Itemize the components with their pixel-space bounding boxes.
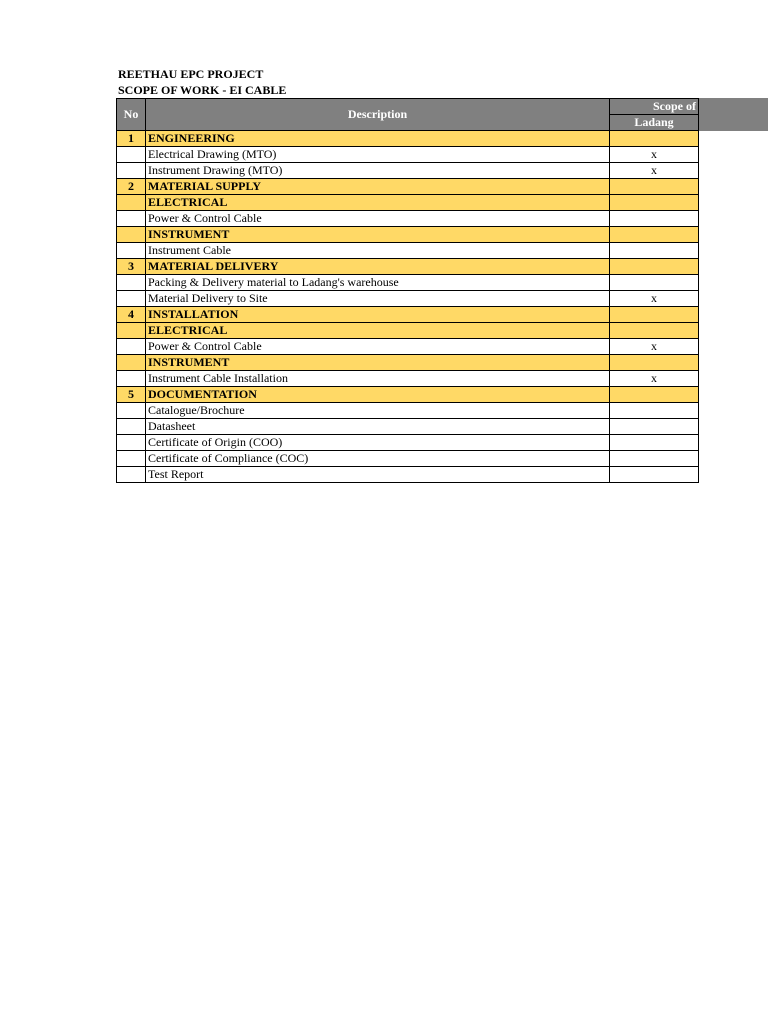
column-header-description: Description: [146, 99, 610, 131]
row-number: [117, 163, 146, 179]
row-description: Power & Control Cable: [146, 211, 610, 227]
row-number: 3: [117, 259, 146, 275]
row-number: [117, 403, 146, 419]
table-row: [117, 291, 699, 307]
ladang-scope-mark: [610, 355, 699, 371]
section-title: MATERIAL SUPPLY: [146, 179, 610, 195]
scope-title: SCOPE OF WORK - EI CABLE: [118, 83, 287, 97]
table-row: [117, 147, 699, 163]
table-row: [117, 403, 699, 419]
table-row: [117, 371, 699, 387]
section-title: INSTRUMENT: [146, 227, 610, 243]
row-number: [117, 371, 146, 387]
section-row: [117, 259, 699, 275]
row-number: [117, 339, 146, 355]
row-number: [117, 147, 146, 163]
section-row: [117, 195, 699, 211]
row-number: [117, 435, 146, 451]
row-description: Certificate of Origin (COO): [146, 435, 610, 451]
table-row: [117, 435, 699, 451]
project-title: REETHAU EPC PROJECT: [118, 67, 264, 81]
section-title: INSTRUMENT: [146, 355, 610, 371]
ladang-scope-mark: [610, 227, 699, 243]
row-number: 2: [117, 179, 146, 195]
table-row: [117, 339, 699, 355]
ladang-scope-mark: [610, 211, 699, 227]
ladang-scope-mark: [610, 451, 699, 467]
section-title: ELECTRICAL: [146, 323, 610, 339]
ladang-scope-mark: [610, 403, 699, 419]
row-number: [117, 211, 146, 227]
section-title: ENGINEERING: [146, 131, 610, 147]
table-row: [117, 211, 699, 227]
section-row: [117, 179, 699, 195]
section-row: [117, 387, 699, 403]
section-row: [117, 227, 699, 243]
row-number: [117, 419, 146, 435]
document-titles: [118, 66, 286, 98]
ladang-scope-mark: [610, 243, 699, 259]
row-number: [117, 451, 146, 467]
row-description: Instrument Drawing (MTO): [146, 163, 610, 179]
row-number: [117, 323, 146, 339]
row-number: [117, 291, 146, 307]
ladang-scope-mark: [610, 131, 699, 147]
section-row: [117, 307, 699, 323]
ladang-scope-mark: [610, 179, 699, 195]
row-number: [117, 243, 146, 259]
row-number: 4: [117, 307, 146, 323]
ladang-scope-mark: x: [610, 339, 699, 355]
ladang-scope-mark: x: [610, 371, 699, 387]
row-description: Test Report: [146, 467, 610, 483]
row-description: Electrical Drawing (MTO): [146, 147, 610, 163]
section-title: MATERIAL DELIVERY: [146, 259, 610, 275]
section-title: ELECTRICAL: [146, 195, 610, 211]
ladang-scope-mark: x: [610, 163, 699, 179]
section-title: DOCUMENTATION: [146, 387, 610, 403]
row-description: Catalogue/Brochure: [146, 403, 610, 419]
column-header-ladang: Ladang: [610, 115, 699, 131]
section-row: [117, 131, 699, 147]
row-number: 5: [117, 387, 146, 403]
row-description: Certificate of Compliance (COC): [146, 451, 610, 467]
row-number: 1: [117, 131, 146, 147]
section-row: [117, 355, 699, 371]
ladang-scope-mark: [610, 307, 699, 323]
ladang-scope-mark: [610, 467, 699, 483]
ladang-scope-mark: [610, 435, 699, 451]
row-description: Power & Control Cable: [146, 339, 610, 355]
ladang-scope-mark: [610, 275, 699, 291]
column-header-scope: Scope of: [610, 99, 699, 115]
table-body: [117, 131, 699, 483]
row-description: Instrument Cable Installation: [146, 371, 610, 387]
table-row: [117, 243, 699, 259]
ladang-scope-mark: [610, 195, 699, 211]
table-row: [117, 163, 699, 179]
scope-header-extension: [698, 98, 768, 131]
row-description: Instrument Cable: [146, 243, 610, 259]
section-row: [117, 323, 699, 339]
row-description: Packing & Delivery material to Ladang's warehouse: [146, 275, 610, 291]
row-number: [117, 355, 146, 371]
section-title: INSTALLATION: [146, 307, 610, 323]
ladang-scope-mark: x: [610, 147, 699, 163]
table-row: [117, 275, 699, 291]
row-number: [117, 275, 146, 291]
ladang-scope-mark: [610, 259, 699, 275]
row-number: [117, 467, 146, 483]
scope-of-work-table: [116, 98, 699, 483]
row-number: [117, 227, 146, 243]
row-number: [117, 195, 146, 211]
column-header-no: No: [117, 99, 146, 131]
row-description: Datasheet: [146, 419, 610, 435]
ladang-scope-mark: [610, 323, 699, 339]
row-description: Material Delivery to Site: [146, 291, 610, 307]
table-row: [117, 467, 699, 483]
ladang-scope-mark: [610, 419, 699, 435]
ladang-scope-mark: [610, 387, 699, 403]
ladang-scope-mark: x: [610, 291, 699, 307]
table-row: [117, 419, 699, 435]
table-row: [117, 451, 699, 467]
